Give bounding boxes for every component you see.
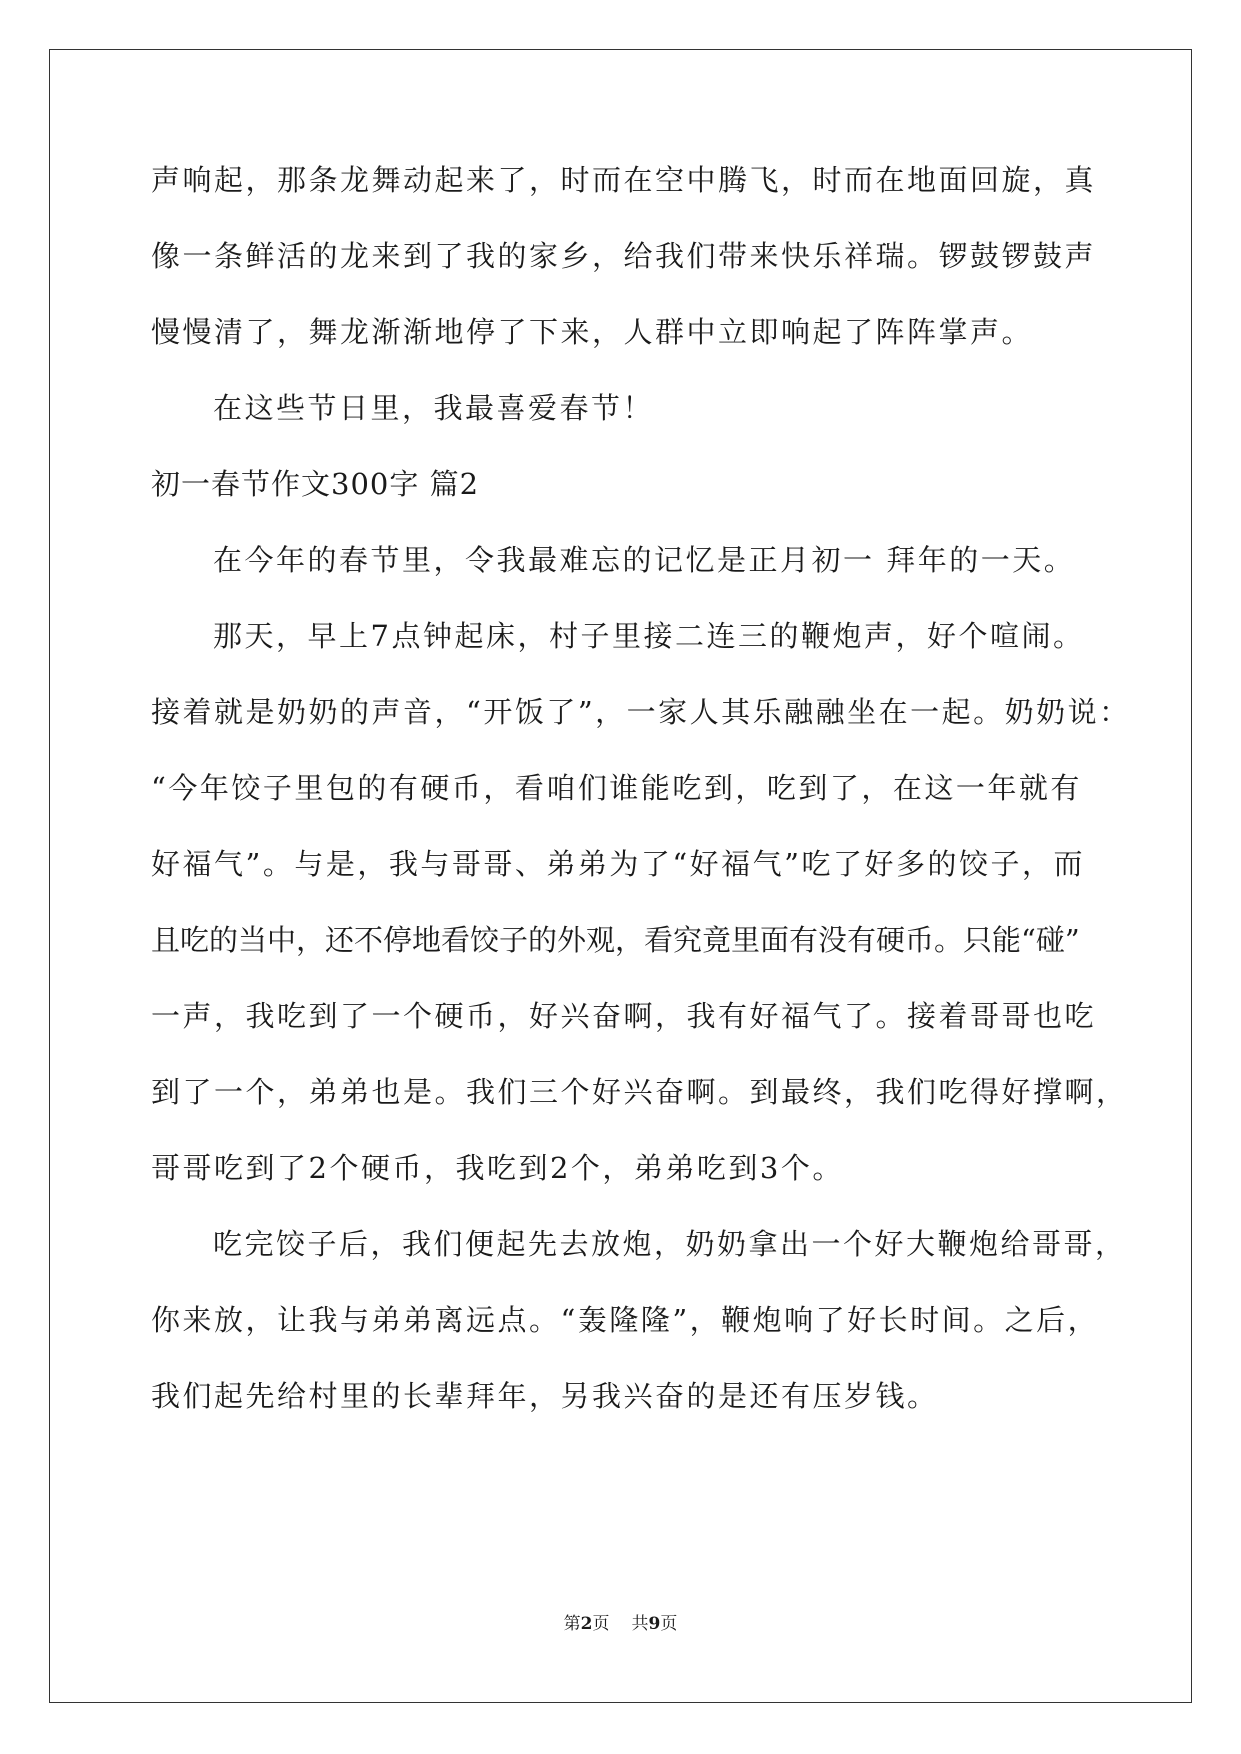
page-number: 第2页 — [563, 1614, 610, 1634]
text-line: 像一条鲜活的龙来到了我的家乡，给我们带来快乐祥瑞。锣鼓锣鼓声 — [151, 239, 1097, 273]
text-line: 你来放，让我与弟弟离远点。“轰隆隆”，鞭炮响了好长时间。之后， — [151, 1303, 1100, 1337]
page-total: 共9页 — [631, 1614, 678, 1634]
paragraph-line: 吃完饺子后，我们便起先去放炮，奶奶拿出一个好大鞭炮给哥哥， — [213, 1227, 1127, 1261]
text-line: 慢慢清了，舞龙渐渐地停了下来，人群中立即响起了阵阵掌声。 — [151, 315, 1034, 349]
paragraph-line: 在这些节日里，我最喜爱春节！ — [213, 391, 655, 425]
text-line: 声响起，那条龙舞动起来了，时而在空中腾飞，时而在地面回旋，真 — [151, 163, 1097, 197]
text-line: 接着就是奶奶的声音，“开饭了”，一家人其乐融融坐在一起。奶奶说： — [151, 695, 1131, 729]
text-line: 一声，我吃到了一个硬币，好兴奋啊，我有好福气了。接着哥哥也吃 — [151, 999, 1097, 1033]
text-line: 哥哥吃到了2个硬币，我吃到2个，弟弟吃到3个。 — [151, 1151, 844, 1185]
paragraph-line: 在今年的春节里，令我最难忘的记忆是正月初一 拜年的一天。 — [213, 543, 1076, 577]
text-line: “今年饺子里包的有硬币，看咱们谁能吃到，吃到了，在这一年就有 — [151, 771, 1082, 805]
page-footer — [0, 1614, 1241, 1634]
section-heading: 初一春节作文300字 篇2 — [151, 467, 480, 501]
text-line: 到了一个，弟弟也是。我们三个好兴奋啊。到最终，我们吃得好撑啊， — [151, 1075, 1128, 1109]
text-line: 好福气”。与是，我与哥哥、弟弟为了“好福气”吃了好多的饺子，而 — [151, 847, 1085, 881]
text-line: 我们起先给村里的长辈拜年，另我兴奋的是还有压岁钱。 — [151, 1379, 939, 1413]
text-line: 且吃的当中，还不停地看饺子的外观，看究竟里面有没有硬币。只能“碰” — [151, 923, 1080, 957]
paragraph-line: 那天，早上7点钟起床，村子里接二连三的鞭炮声，好个喧闹。 — [213, 619, 1085, 653]
